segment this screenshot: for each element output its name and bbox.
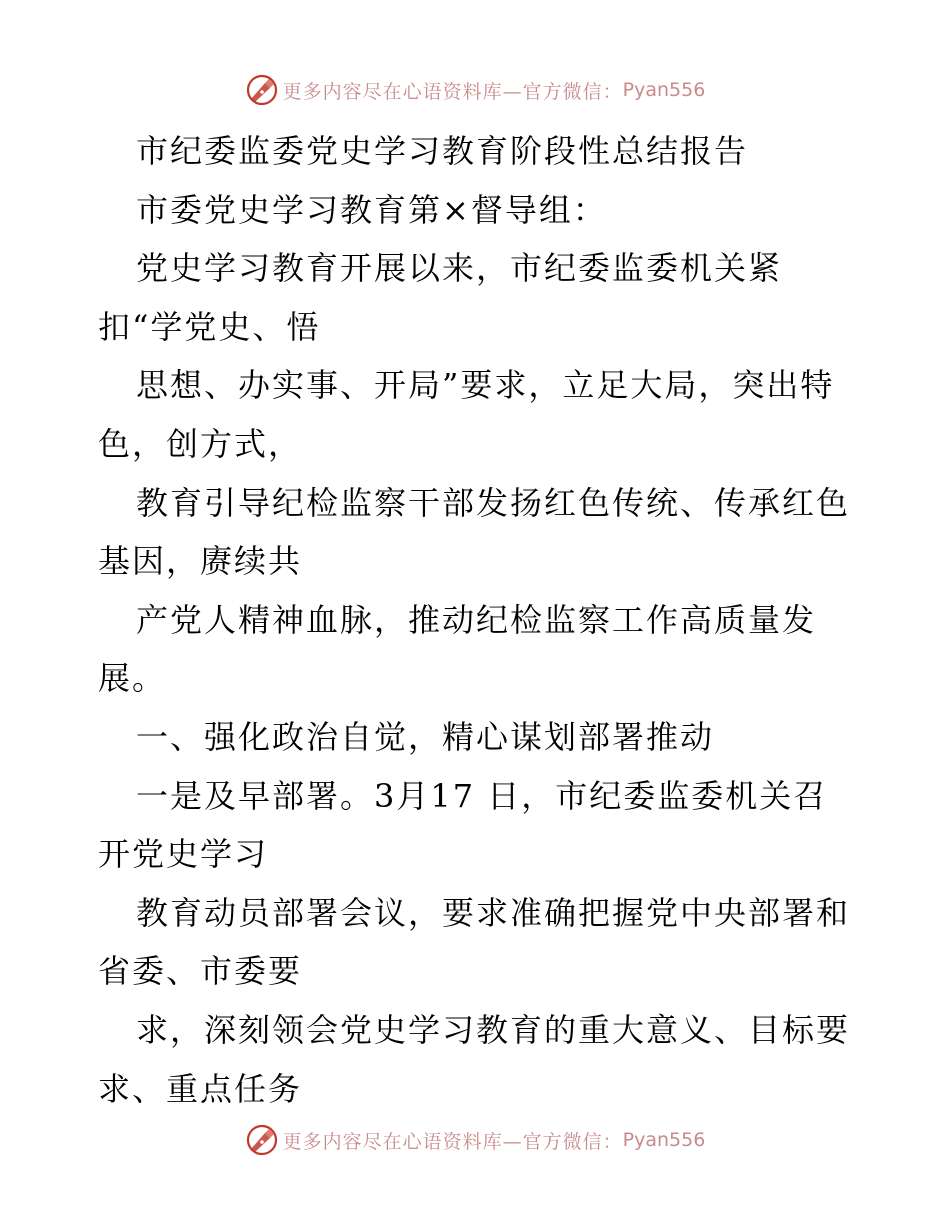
watermark-wechat-id: Pyan556 (622, 1129, 706, 1151)
watermark-text: 更多内容尽在心语资料库—官方微信： (282, 1130, 623, 1153)
document-title: 市纪委监委党史学习教育阶段性总结报告 (136, 132, 749, 170)
watermark-footer (0, 1120, 950, 1160)
paragraph-line: 求，深刻领会党史学习教育的重大意义、目标要 (136, 1010, 851, 1049)
paragraph-line: 扣“学党史、悟 (98, 307, 321, 346)
paragraph-line: 产党人精神血脉，推动纪检监察工作高质量发 (136, 600, 817, 639)
paragraph-line: 色，创方式， (98, 424, 303, 463)
paragraph-line: 求、重点任务 (98, 1069, 303, 1108)
paragraph-line: 展。 (98, 659, 167, 698)
paragraph-line: 教育引导纪检监察干部发扬红色传统、传承红色 (136, 483, 851, 522)
paragraph-line: 省委、市委要 (98, 952, 303, 991)
paragraph-line: 党史学习教育开展以来，市纪委监委机关紧 (136, 249, 783, 288)
watermark-header (0, 70, 950, 110)
watermark-wechat-id: Pyan556 (622, 79, 706, 101)
section-heading: 一、强化政治自觉，精心谋划部署推动 (136, 717, 715, 756)
addressee-line: 市委党史学习教育第×督导组： (136, 190, 607, 229)
paragraph-line: 开党史学习 (98, 835, 269, 874)
pen-nib-logo-icon (245, 1123, 279, 1157)
pen-nib-logo-icon (245, 73, 279, 107)
paragraph-line: 基因，赓续共 (98, 542, 303, 581)
watermark-text: 更多内容尽在心语资料库—官方微信： (282, 80, 623, 103)
document-body (98, 122, 858, 1118)
paragraph-line: 思想、办实事、开局”要求，立足大局，突出特 (136, 366, 835, 405)
paragraph-line: 教育动员部署会议，要求准确把握党中央部署和 (136, 893, 851, 932)
paragraph-line: 一是及早部署。3月17 日，市纪委监委机关召 (136, 776, 828, 815)
